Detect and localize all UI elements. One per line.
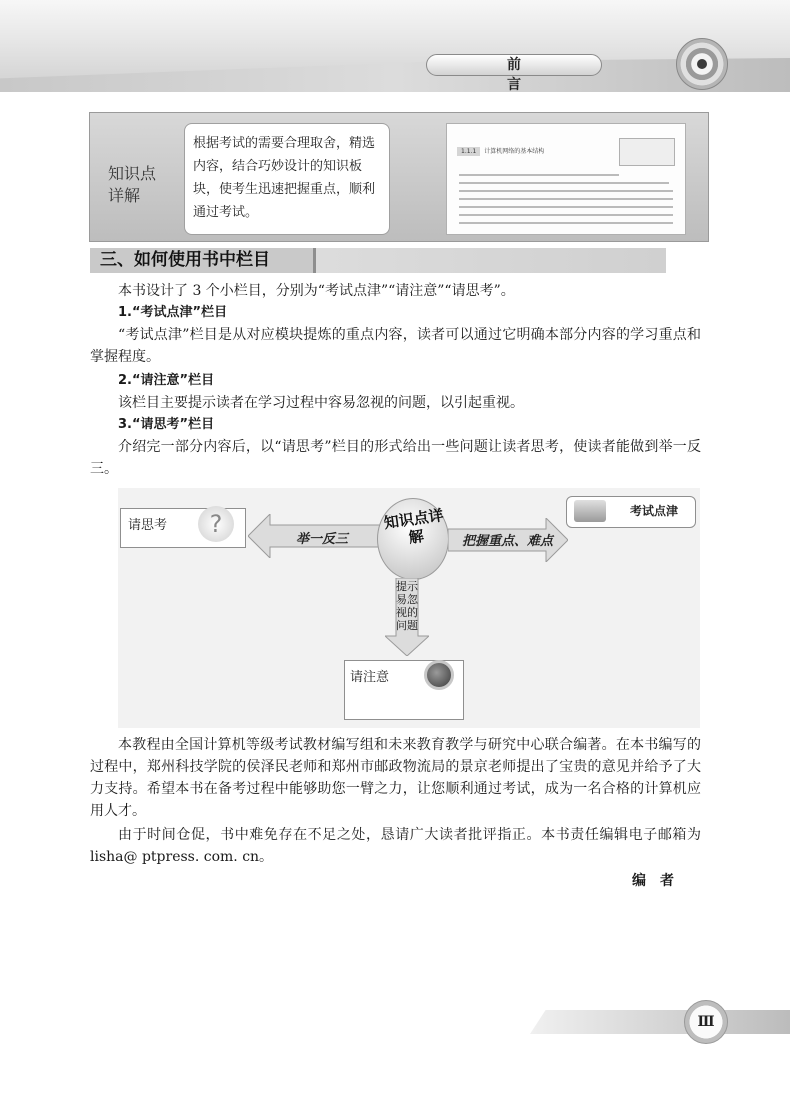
- subheading-note: 2.“请注意”栏目: [118, 373, 215, 388]
- book-icon: [574, 500, 606, 522]
- page-thumbnail: [446, 123, 686, 235]
- magnifier-icon: [424, 660, 454, 690]
- knowledge-box-text: 根据考试的需要合理取舍，精选内容，结合巧妙设计的知识板块，使考生迅速把握重点，顺利通过考试。: [184, 123, 390, 235]
- subheading-think: 3.“请思考”栏目: [118, 417, 215, 432]
- center-label: 知识点详解: [382, 505, 445, 547]
- paragraph-acknowledgement: 本教程由全国计算机等级考试教材编写组和未来教育教学与研究中心联合编著。在本书编写的过程中，郑州科技学院的侯泽民老师和郑州市邮政物流局的景京老师提出了宝贵的意见并给予了大力支持。希望本书在备考过程中能够助您一臂之力，让您顺利通过考试，成为一名合格的计算机应用人才。: [90, 737, 701, 819]
- note-label: 请注意: [350, 670, 390, 685]
- paragraph-intro: 本书设计了 3 个小栏目，分别为“考试点津”“请注意”“请思考”。: [118, 283, 515, 299]
- think-label: 请思考: [128, 518, 168, 533]
- paragraph-errata: 由于时间仓促，书中难免存在不足之处，恳请广大读者批评指正。本书责任编辑电子邮箱为 lisha@ ptpress. com. cn。: [90, 827, 701, 865]
- right-arrow-label: 把握重点、难点: [462, 534, 554, 549]
- section-title: 三、如何使用书中栏目: [90, 248, 316, 273]
- column-diagram: [118, 488, 700, 728]
- down-arrow-label: 提示易忽视的问题: [396, 580, 418, 632]
- thumbnail-text-line: [459, 174, 619, 176]
- paragraph-think: 介绍完一部分内容后，以“请思考”栏目的形式给出一些问题让读者思考，使读者能做到举一反三。: [90, 439, 701, 477]
- thumbnail-heading-number: 1.1.1: [457, 147, 480, 156]
- knowledge-box: [89, 112, 709, 242]
- thumbnail-text-line: [459, 222, 673, 224]
- thumbnail-text-line: [459, 214, 673, 216]
- editor-signature: 编者: [632, 873, 688, 889]
- thumbnail-text-line: [459, 206, 673, 208]
- header-title: 前 言: [426, 54, 602, 76]
- left-arrow-label: 举一反三: [296, 532, 349, 547]
- page-number: Ⅲ: [697, 1014, 715, 1030]
- thumbnail-text-line: [459, 190, 673, 192]
- question-mark-icon: ?: [198, 506, 234, 542]
- paragraph-note: 该栏目主要提示读者在学习过程中容易忽视的问题，以引起重视。: [118, 395, 524, 411]
- thumbnail-heading-text: 计算机网络的基本结构: [484, 148, 545, 155]
- thumbnail-text-line: [459, 182, 669, 184]
- thumbnail-heading: [457, 146, 544, 156]
- paragraph-exam: “考试点津”栏目是从对应模块提炼的重点内容，读者可以通过它明确本部分内容的学习重点和掌握程度。: [90, 327, 701, 365]
- thumbnail-text-line: [459, 198, 673, 200]
- subheading-exam: 1.“考试点津”栏目: [118, 305, 228, 320]
- knowledge-box-title: 知识点详解: [108, 164, 157, 205]
- thumbnail-book-icon: [619, 138, 675, 166]
- header-dot-icon: [697, 59, 707, 69]
- exam-label: 考试点津: [630, 504, 679, 518]
- footer-bar: [530, 1010, 790, 1034]
